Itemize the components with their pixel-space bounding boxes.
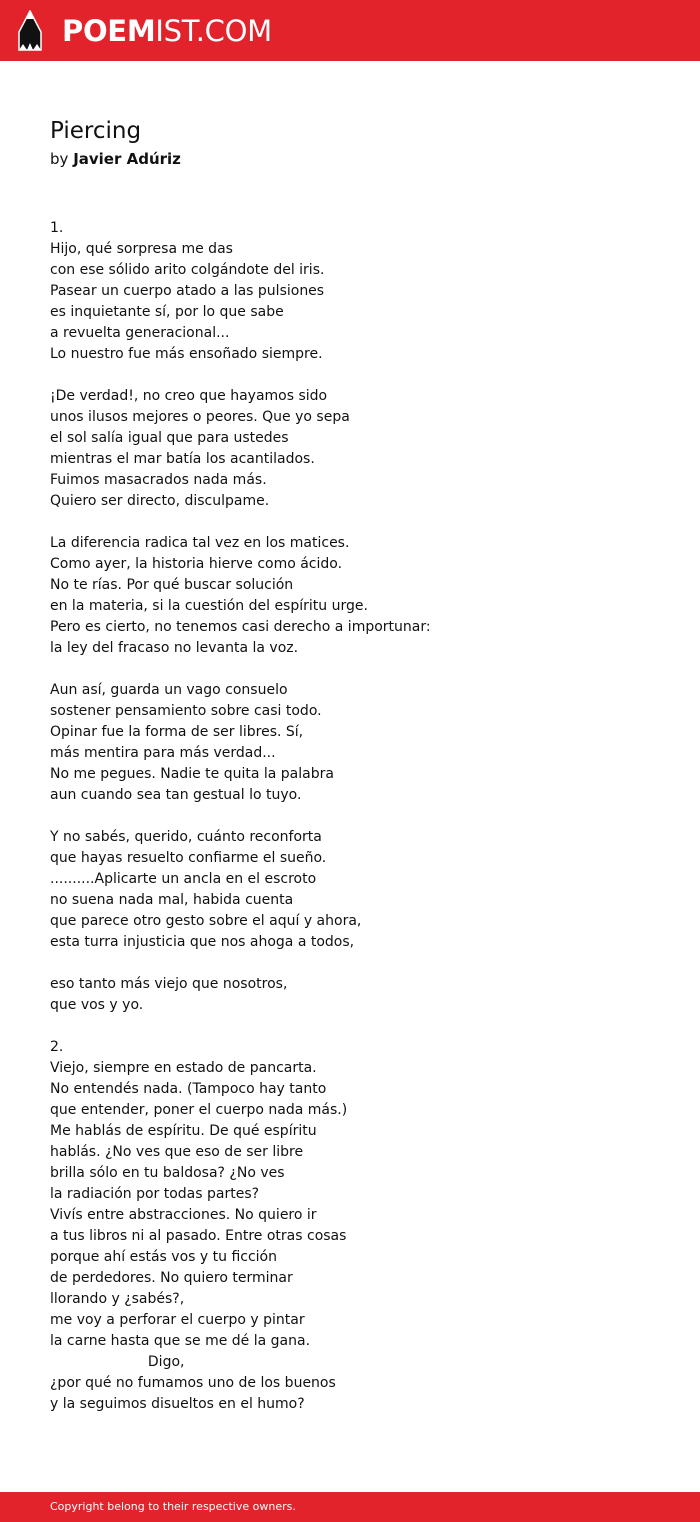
poem-byline xyxy=(50,148,181,170)
brand-light-text: IST.COM xyxy=(155,14,272,48)
by-label: by xyxy=(50,150,69,168)
poem-author: Javier Adúriz xyxy=(73,150,181,168)
brand-bold-text: POEM xyxy=(62,14,156,48)
site-footer xyxy=(0,1492,700,1522)
poem-title: Piercing xyxy=(50,118,142,144)
site-logo-link[interactable] xyxy=(62,11,272,51)
site-header xyxy=(0,0,700,61)
poem-body: 1. Hijo, qué sorpresa me das con ese sólido arito colgándote del iris. Pasear un cuerpo atado a las pulsiones es inquietante sí, por lo que sabe a revuelta generacional... Lo nuestro fue más ensoñado siempre. ¡De verdad!, no creo que hayamos sido unos ilusos mejores o peores. Que yo sepa el sol salía igual que para ustedes mientras el mar batía los acantilados. Fuimos masacrados nada más. Quiero ser directo, disculpame. La diferencia radica tal vez en los matices. Como ayer, la historia hierve como ácido. No te rías. Por qué buscar solución en la materia, si la cuestión del espíritu urge. Pero es cierto, no tenemos casi derecho a importunar: la ley del fracaso no levanta la voz. Aun así, guarda un vago consuelo sostener pensamiento sobre casi todo. Opinar fue la forma de ser libres. Sí, más mentira para más verdad... No me pegues. Nadie te quita la palabra aun cuando sea tan gestual lo tuyo. Y no sabés, querido, cuánto reconforta que hayas resuelto confiarme el sueño. ..........Aplicarte un ancla en el escroto no suena nada mal, habida cuenta que parece otro gesto sobre el aquí y ahora, esta turra injusticia que nos ahoga a todos, eso tanto más viejo que nosotros, que vos y yo. 2. Viejo, siempre en estado de pancarta. No entendés nada. (Tampoco hay tanto que entender, poner el cuerpo nada más.) Me hablás de espíritu. De qué espíritu hablás. ¿No ves que eso de ser libre brilla sólo en tu baldosa? ¿No ves la radiación por todas partes? Vivís entre abstracciones. No quiero ir a tus libros ni al pasado. Entre otras cosas porque ahí estás vos y tu ficción de perdedores. No quiero terminar llorando y ¿sabés?, me voy a perforar el cuerpo y pintar la carne hasta que se me dé la gana. Digo, ¿por qué no fumamos uno de los buenos y la seguimos disueltos en el humo? xyxy=(50,220,431,1412)
pencil-tip-icon[interactable] xyxy=(17,10,43,52)
copyright-text: Copyright belong to their respective owners. xyxy=(50,1500,296,1513)
